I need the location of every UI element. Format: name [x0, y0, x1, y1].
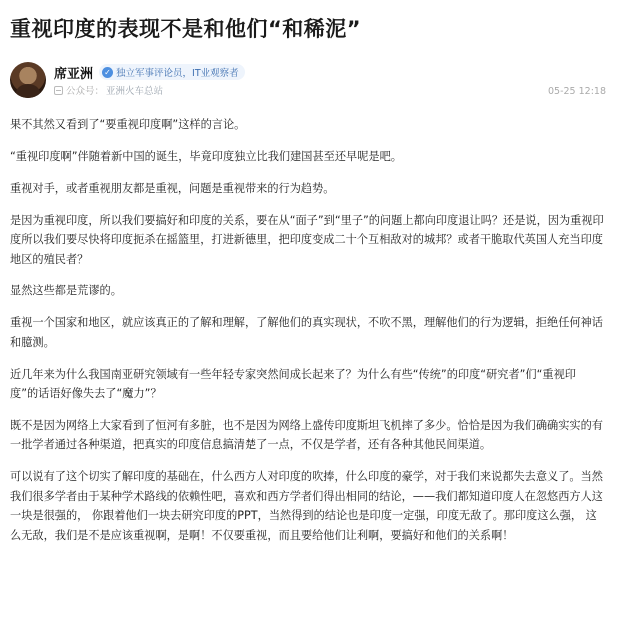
paragraph: 果不其然又看到了“要重视印度啊”这样的言论。	[10, 118, 246, 131]
account-label: 公众号：	[66, 86, 105, 97]
paragraph: “重视印度啊”伴随着新中国的诞生，毕竟印度独立比我们建国甚至还早呢是吧。	[10, 149, 402, 163]
author-name-row	[54, 62, 610, 82]
paragraph: 重视一个国家和地区，就应该真正的了解和理解，了解他们的真实现状，不吹不黑，理解他们的行为逻辑，拒绝任何神话和臆测。	[10, 316, 603, 349]
paragraph: 是因为重视印度，所以我们要搞好和印度的关系，要在从“面子”到“里子”的问题上都向印度退让吗？还是说，因为重视印度所以我们要尽快将印度扼杀在摇篮里，打进新德里，把印度变成二十个互相敌对的城邦？或者干脆取代英国人充当印度地区的殖民者？	[10, 213, 604, 266]
article-title: 重视印度的表现不是和他们“和稀泥”	[10, 17, 362, 41]
author-avatar[interactable]	[10, 62, 46, 98]
paragraph: 既不是因为网络上大家看到了恒河有多脏，也不是因为网络上盛传印度斯坦飞机摔了多少。恰恰是因为我们确确实实的有一批学者通过各种渠道，把真实的印度信息搞清楚了一点，不仅是学者，还有各种其他民间渠道。	[10, 418, 603, 452]
paragraph: 近几年来为什么我国南亚研究领域有一些年轻专家突然间成长起来了？为什么有些“传统”的印度“研究者”们“重视印度”的话语好像失去了“魔力”？	[10, 367, 576, 401]
paragraph: 显然这些都是荒谬的。	[10, 284, 122, 298]
article-body	[10, 115, 610, 545]
author-block	[10, 59, 610, 101]
paragraph: 重视对手，或者重视朋友都是重视，问题是重视带来的行为趋势。	[10, 181, 335, 195]
publish-timestamp: 05-25 12:18	[547, 85, 606, 97]
author-name[interactable]: 席亚洲	[54, 66, 94, 82]
account-row	[54, 82, 610, 98]
author-badge-text: 独立军事评论员，IT业观察者	[116, 68, 239, 79]
paragraph: 可以说有了这个切实了解印度的基础在，什么西方人对印度的吹捧，什么印度的豪学，对于我们来说都失去意义了。当然我们很多学者由于某种学术路线的依赖性吧，喜欢和西方学者们得出相同的结论，——我们都知道印度人在忽悠西方人这一块是很强的， 你跟着他们一块去研究印度的PPT，当然得到的结论也是印度一定强，印度无敌了。那印度这么强， 这么无敌，我们是不是应该重视啊，是啊！不仅要重视，而且要给他们让利啊，要搞好和他们的关系啊！	[10, 470, 603, 542]
author-badge	[99, 64, 245, 80]
account-icon	[54, 86, 63, 95]
account-name-link[interactable]: 亚洲火车总站	[106, 86, 164, 97]
author-info	[54, 62, 610, 98]
verified-icon: ✓	[102, 67, 113, 78]
